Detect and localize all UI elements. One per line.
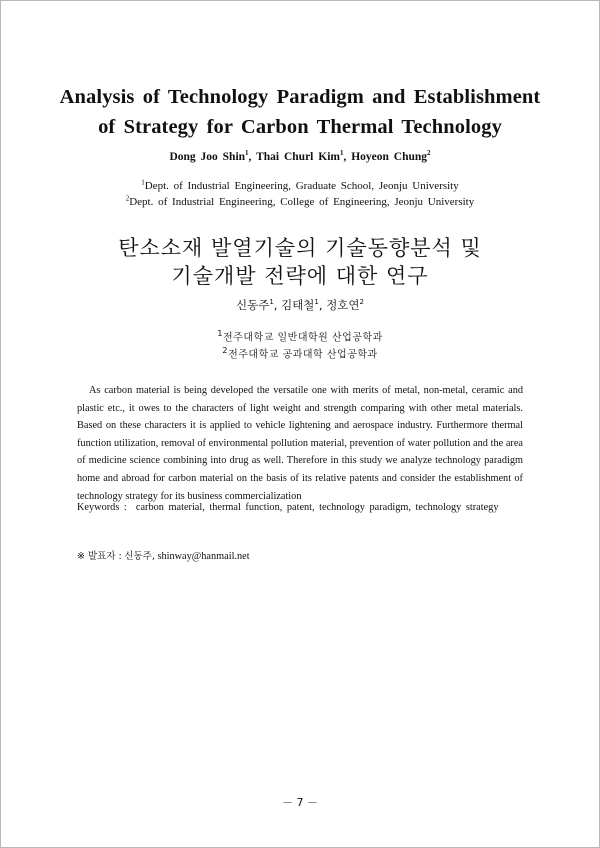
author-name-ko: 정호연 [326,298,360,312]
authors-ko: 신동주$^1$, 김태철$^1$, 정호연$^2$ [235,298,364,312]
paper-title-en-line1: Analysis of Technology Paradigm and Establishment [59,86,541,108]
author-affiliation-mark: 1 [339,149,344,158]
affiliation-en-1 [0,180,600,192]
abstract-text: As carbon material is being developed the versatile one with merits of metal, non-metal, ceramic and plastic etc., it owes to the characters of light weight and strength comparing with other metal materials. Based on these characters it is applied to vehicle lightening and aerospace industry. Furthermore thermal function utilization, removal of environmental pollution material, prevention of water pollution and the area of medicine science combining into drug as well. Therefore in this study we analyze technology paradigm home and abroad for carbon material on the basis of its relative patents and consider the establishment of technology strategy for its business commercialization [77,385,523,502]
author-name-ko: 김태철 [281,298,315,312]
affiliation-text: Dept. of Industrial Engineering, Graduate School, Jeonju University [144,180,459,192]
presenter-name: 신동주, [124,551,155,562]
page-number: － 7 － [282,796,318,809]
affiliation-ko-2 [0,345,600,360]
presenter-label: ※ 발표자 : [77,551,122,562]
keywords [77,502,537,513]
affiliation-text: Dept. of Industrial Engineering, College of Engineering, Jeonju University [129,196,475,208]
keywords-value: carbon material, thermal function, patent, technology paradigm, technology strategy [135,502,499,513]
affiliation-mark: 1 [217,328,224,338]
author-affiliation-mark: 2 [427,149,431,158]
paper-title-en-line2: of Strategy for Carbon Thermal Technology [98,116,502,138]
author-name: Thai Churl Kim [256,151,340,163]
presenter-note [77,548,537,562]
author-affiliation-mark: 1 [245,149,249,158]
author-name: Hoyeon Chung [351,151,428,163]
affiliation-mark: 2 [125,194,130,203]
presenter-email: shinway@hanmail.net [157,551,250,562]
author-affiliation-mark: 1 [269,298,274,307]
paper-title-ko-line2: 기술개발 전략에 대한 연구 [171,264,429,288]
authors-en: Dong Joo Shin$^1$, Thai Churl Kim$^1$, Hoyeon Chung$^2$ [169,149,431,163]
author-affiliation-mark: 1 [314,298,319,307]
affiliation-text-ko: 전주대학교 공과대학 산업공학과 [228,349,378,361]
affiliation-mark: 1 [141,178,145,187]
author-affiliation-mark: 2 [359,298,364,307]
paper-title-ko-line1: 탄소소재 발열기술의 기술동향분석 및 [118,236,482,260]
author-name-ko: 신동주 [235,298,270,312]
affiliation-mark: 2 [222,345,229,355]
affiliation-ko-1 [0,328,600,343]
affiliation-text-ko: 전주대학교 일반대학원 산업공학과 [223,332,383,344]
affiliation-en-2 [0,196,600,208]
keywords-label: Keywords : [77,502,127,513]
author-name: Dong Joo Shin [169,151,246,163]
